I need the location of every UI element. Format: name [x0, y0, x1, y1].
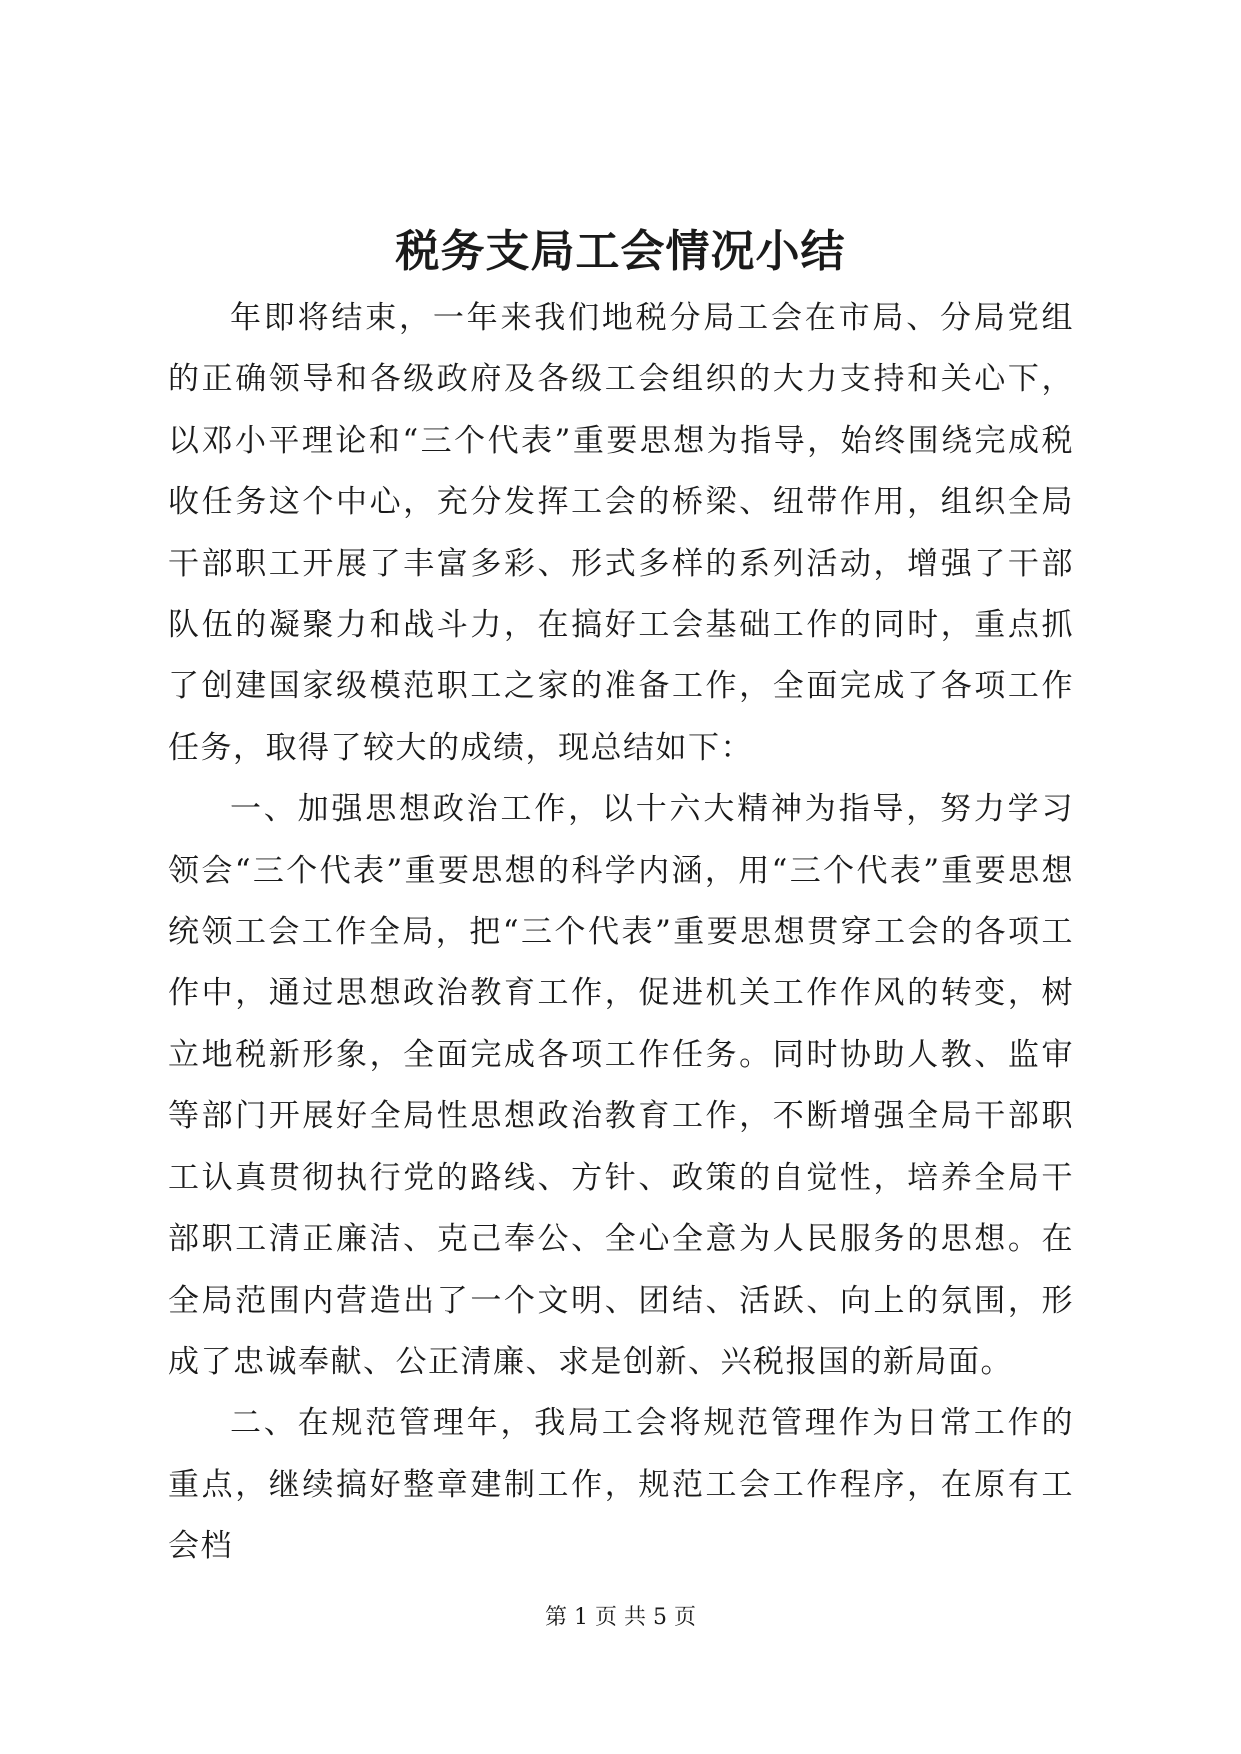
paragraph-section-1: 一、加强思想政治工作，以十六大精神为指导，努力学习领会“三个代表”重要思想的科学内涵，用“三个代表”重要思想统领工会工作全局，把“三个代表”重要思想贯穿工会的各项工作中，通过思想政治教育工作，促进机关工作作风的转变，树立地税新形象，全面完成各项工作任务。同时协助人教、监审等部门开展好全局性思想政治教育工作，不断增强全局干部职工认真贯彻执行党的路线、方针、政策的自觉性，培养全局干部职工清正廉洁、克己奉公、全心全意为人民服务的思想。在全局范围内营造出了一个文明、团结、活跃、向上的氛围，形成了忠诚奉献、公正清廉、求是创新、兴税报国的新局面。 — [168, 791, 1074, 1380]
paragraph-section-2: 二、在规范管理年，我局工会将规范管理作为日常工作的重点，继续搞好整章建制工作，规范工会工作程序，在原有工会档 — [168, 1405, 1074, 1565]
document-title: 税务支局工会情况小结 — [395, 226, 846, 277]
document-body — [168, 288, 1074, 1578]
page-number-footer: 第 1 页 共 5 页 — [545, 1605, 696, 1630]
paragraph-intro: 年即将结束，一年来我们地税分局工会在市局、分局党组的正确领导和各级政府及各级工会组织的大力支持和关心下，以邓小平理论和“三个代表”重要思想为指导，始终围绕完成税收任务这个中心，充分发挥工会的桥梁、纽带作用，组织全局干部职工开展了丰富多彩、形式多样的系列活动，增强了干部队伍的凝聚力和战斗力，在搞好工会基础工作的同时，重点抓了创建国家级模范职工之家的准备工作，全面完成了各项工作任务，取得了较大的成绩，现总结如下： — [168, 300, 1074, 766]
